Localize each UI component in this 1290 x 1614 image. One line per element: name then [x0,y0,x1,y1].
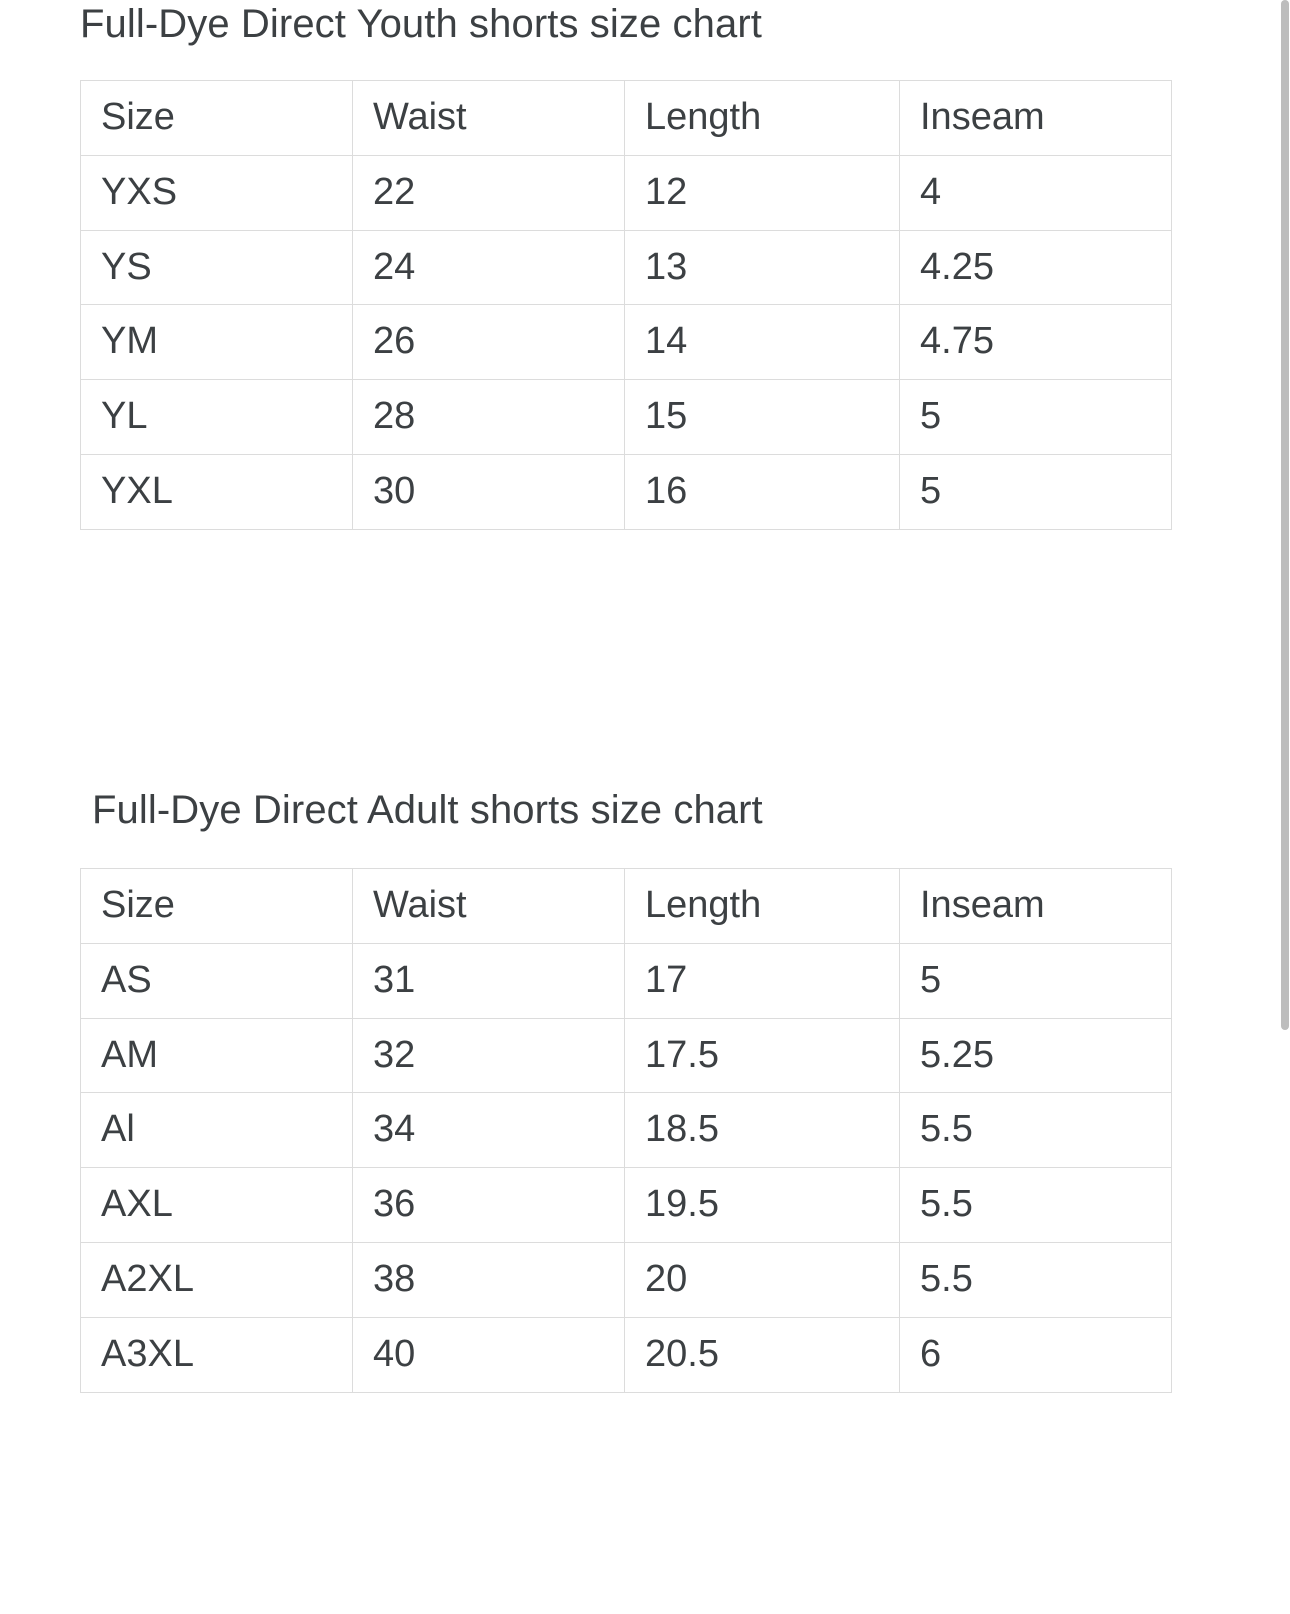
cell-length: 13 [625,230,900,305]
cell-inseam: 4.75 [900,305,1172,380]
table-header-row [81,869,1172,944]
column-header: Length [625,81,900,156]
cell-size: Al [81,1093,353,1168]
column-header: Inseam [900,869,1172,944]
scrollbar-thumb[interactable] [1281,0,1289,1030]
table-row [81,305,1172,380]
column-header: Waist [353,869,625,944]
table-row [81,1093,1172,1168]
cell-inseam: 4 [900,155,1172,230]
youth-size-chart-table [80,80,1172,530]
cell-waist: 30 [353,454,625,529]
cell-size: A3XL [81,1317,353,1392]
table-row [81,454,1172,529]
adult-size-chart-table [80,868,1172,1393]
cell-waist: 34 [353,1093,625,1168]
column-header: Size [81,869,353,944]
cell-waist: 32 [353,1018,625,1093]
cell-size: AS [81,943,353,1018]
cell-length: 18.5 [625,1093,900,1168]
cell-waist: 31 [353,943,625,1018]
cell-inseam: 5.5 [900,1168,1172,1243]
cell-length: 19.5 [625,1168,900,1243]
cell-size: YXL [81,454,353,529]
cell-inseam: 5.5 [900,1242,1172,1317]
column-header: Inseam [900,81,1172,156]
cell-waist: 38 [353,1242,625,1317]
cell-size: AM [81,1018,353,1093]
cell-size: YL [81,380,353,455]
table-row [81,943,1172,1018]
cell-length: 16 [625,454,900,529]
cell-inseam: 5.5 [900,1093,1172,1168]
cell-length: 20 [625,1242,900,1317]
cell-length: 20.5 [625,1317,900,1392]
table-row [81,380,1172,455]
column-header: Size [81,81,353,156]
table-row [81,1168,1172,1243]
cell-length: 17 [625,943,900,1018]
table-row [81,155,1172,230]
cell-inseam: 5 [900,454,1172,529]
table-row [81,230,1172,305]
cell-waist: 22 [353,155,625,230]
cell-inseam: 4.25 [900,230,1172,305]
cell-size: A2XL [81,1242,353,1317]
table-row [81,1018,1172,1093]
cell-length: 14 [625,305,900,380]
table-row [81,1242,1172,1317]
cell-inseam: 6 [900,1317,1172,1392]
cell-inseam: 5 [900,943,1172,1018]
scrollbar-track[interactable] [1280,0,1290,1614]
cell-inseam: 5.25 [900,1018,1172,1093]
cell-size: YXS [81,155,353,230]
column-header: Waist [353,81,625,156]
table-row [81,1317,1172,1392]
cell-length: 12 [625,155,900,230]
cell-inseam: 5 [900,380,1172,455]
youth-size-chart-title: Full-Dye Direct Youth shorts size chart [80,2,762,46]
cell-waist: 24 [353,230,625,305]
cell-waist: 40 [353,1317,625,1392]
cell-size: YS [81,230,353,305]
cell-size: YM [81,305,353,380]
column-header: Length [625,869,900,944]
cell-length: 17.5 [625,1018,900,1093]
table-header-row [81,81,1172,156]
adult-size-chart-title: Full-Dye Direct Adult shorts size chart [92,788,763,832]
cell-waist: 36 [353,1168,625,1243]
cell-size: AXL [81,1168,353,1243]
cell-length: 15 [625,380,900,455]
cell-waist: 26 [353,305,625,380]
cell-waist: 28 [353,380,625,455]
